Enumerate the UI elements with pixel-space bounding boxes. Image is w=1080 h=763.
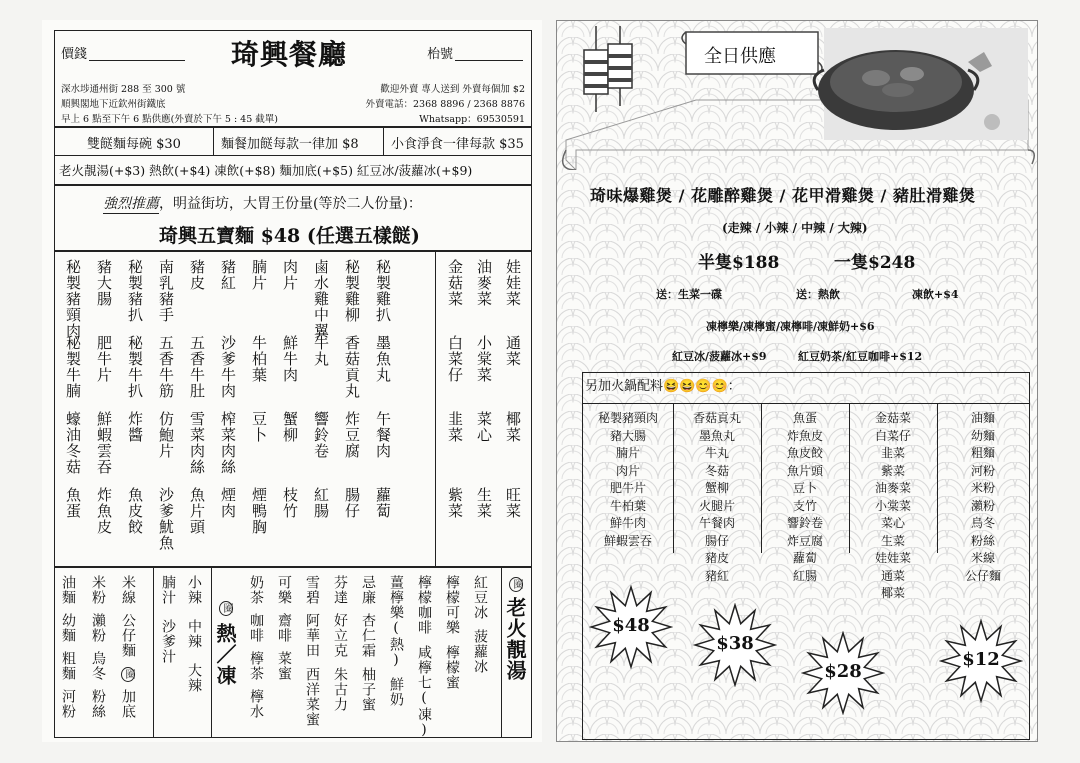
price-label: $12 — [962, 649, 1000, 670]
red-bean-drinks: 紅豆冰/菠蘿冰+$9 — [672, 350, 767, 363]
hotpot-item: 腩片 — [615, 446, 640, 460]
drink-item: 檸檬咖啡 — [416, 575, 432, 635]
hotpot-item: 午餐肉 — [698, 516, 735, 530]
hotpot-item: 肥牛片 — [609, 481, 646, 495]
promo-description: ，明益街坊，大胃王份量(等於二人份量)： — [159, 196, 422, 212]
promo-label: 強烈推薦 — [103, 193, 159, 214]
topping-item: 腸仔 — [343, 487, 361, 519]
delivery-info: 歡迎外賣 專人送到 外賣每個加 $2 — [380, 84, 525, 95]
topping-item: 紅腸 — [312, 487, 330, 519]
topping-item: 仿鮑片 — [157, 411, 175, 459]
noodle-item: 油麵 — [60, 575, 76, 605]
topping-item: 秘製雞柳 — [343, 259, 361, 323]
price-row-divider — [55, 155, 531, 156]
topping-item: 午餐肉 — [374, 411, 392, 459]
drink-item: 咸檸七(凍) — [416, 645, 432, 739]
snack-price: 小食淨食一律每款 $35 — [391, 137, 524, 152]
drink-item: 紅豆冰 — [472, 575, 488, 620]
hotpot-item: 豬大腸 — [609, 428, 646, 443]
noodle-divider — [153, 567, 154, 737]
veg-item: 小棠菜 — [475, 335, 493, 383]
topping-item: 炸醬 — [126, 411, 144, 443]
promo-text — [103, 193, 422, 214]
hotpot-item: 鮮蝦雲吞 — [603, 533, 652, 548]
hotpot-item: 豬皮 — [704, 551, 729, 565]
hotpot-title-divider — [583, 403, 1029, 404]
hotpot-item: 烏冬 — [970, 516, 995, 530]
table-label: 枱號 — [427, 47, 454, 62]
opening-hours: 早上 6 點至下午 6 點供應(外賣於下午 5 : 45 截單) — [61, 114, 278, 125]
sauce-divider — [211, 567, 212, 737]
hotpot-item: 生菜 — [880, 533, 905, 548]
hotpot-item: 秘製豬頸肉 — [597, 411, 658, 425]
hotpot-item: 香菇貢丸 — [692, 411, 741, 425]
hotpot-item: 火腿片 — [698, 498, 735, 513]
topping-item: 腩片 — [250, 259, 268, 291]
soup-title: 老火靚湯 — [503, 597, 527, 681]
hotpot-item: 米線 — [970, 551, 995, 565]
hotpot-item: 蟹柳 — [704, 481, 729, 495]
hotpot-item: 魚片頭 — [786, 463, 823, 478]
topping-item: 魚皮餃 — [126, 487, 144, 535]
cold-drinks-special: 凍檸樂/凍檸蜜/凍檸啡/凍鮮奶+$6 — [706, 320, 875, 333]
price-label: 價錢 — [61, 47, 88, 62]
drink-item: 杏仁霜 — [360, 613, 376, 658]
hotpot-item: 豬紅 — [704, 568, 729, 583]
topping-item: 肥牛片 — [95, 335, 113, 383]
topping-item: 秘製豬扒 — [126, 259, 144, 323]
topping-item: 煙鴨胸 — [250, 487, 268, 535]
topping-item: 蠔油冬菇 — [64, 411, 82, 475]
address-line: 深水埗通州街 288 至 300 號 — [61, 84, 186, 95]
hotpot-item: 蘿蔔 — [792, 551, 817, 565]
noodle-item: 米粉 — [90, 575, 106, 605]
noodle-item: 烏冬 — [90, 651, 106, 681]
topping-item: 炸豆腐 — [343, 411, 361, 459]
veg-item: 通菜 — [504, 335, 522, 367]
topping-item: 蟹柳 — [281, 411, 299, 443]
toppings-box — [54, 250, 532, 568]
veg-item: 韭菜 — [446, 411, 464, 443]
hotpot-toppings-box — [582, 372, 1030, 740]
hotpot-item: 油麵 — [970, 411, 995, 425]
hotpot-item: 白菜仔 — [874, 428, 911, 443]
price-label: $38 — [716, 633, 754, 654]
topping-item: 豆卜 — [250, 411, 268, 443]
hotpot-item: 炸魚皮 — [786, 428, 823, 443]
hotpot-item: 韭菜 — [880, 446, 905, 460]
header-box — [54, 30, 532, 128]
drink-item: 柚子蜜 — [360, 667, 376, 712]
sauce-item: 中辣 — [186, 619, 202, 649]
soup-divider — [501, 567, 502, 737]
hotpot-item: 粗麵 — [970, 446, 995, 460]
drink-item: 薑檸樂(熱) — [388, 575, 404, 669]
drink-item: 檸水 — [248, 689, 264, 719]
sauce-item: 小辣 — [186, 575, 202, 605]
hotpot-item: 瀨粉 — [970, 498, 995, 513]
drink-item: 檸茶 — [248, 651, 264, 681]
drink-item: 朱古力 — [332, 667, 348, 712]
hotpot-item: 鮮牛肉 — [609, 516, 646, 530]
topping-item: 秘製豬頸肉 — [64, 259, 82, 339]
topping-item: 五香牛肚 — [188, 335, 206, 399]
drink-item: 芬達 — [332, 575, 348, 605]
banner-art — [556, 20, 1038, 170]
hotpot-item: 牛柏葉 — [609, 498, 646, 513]
hotpot-title: 另加火鍋配料😆😆😊😊： — [585, 379, 741, 394]
extras-prices: 老火靚湯(+$3) 熱飲(+$4) 凍飲(+$8) 麵加底(+$5) 紅豆冰/菠蘿冰(+$9) — [59, 163, 473, 178]
drink-item: 菠蘿冰 — [472, 629, 488, 674]
drink-item: 奶茶 — [248, 575, 264, 605]
drink-item: 可樂 — [276, 575, 292, 605]
bottom-box — [54, 566, 532, 738]
red-bean-milk-drinks: 紅豆奶茶/紅豆咖啡+$12 — [798, 350, 923, 363]
topping-item: 枝竹 — [281, 487, 299, 519]
drink-item: 阿華田 — [304, 613, 320, 658]
topping-item: 肉片 — [281, 259, 299, 291]
veg-item: 旺菜 — [504, 487, 522, 519]
topping-item: 秘製牛腩 — [64, 335, 82, 399]
topping-item: 雪菜肉絲 — [188, 411, 206, 475]
hotpot-item: 魚蛋 — [792, 411, 817, 425]
noodle-item: 瀨粉 — [90, 613, 106, 643]
restaurant-title: 琦興餐廳 — [231, 38, 348, 71]
topping-item: 豬紅 — [219, 259, 237, 291]
hotpot-item: 炸豆腐 — [786, 533, 823, 548]
promo-deal: 琦興五寶麵 $48 (任選五樣餸) — [159, 225, 420, 247]
right-menu-page — [556, 20, 1038, 742]
drink-item: 雪碧 — [304, 575, 320, 605]
hotpot-item: 冬菇 — [704, 463, 729, 478]
hotpot-item: 紅腸 — [792, 568, 817, 583]
hotpot-item: 肉片 — [615, 463, 640, 478]
drinks-title: 熱／凍 — [213, 623, 237, 686]
topping-item: 鮮蝦雲吞 — [95, 411, 113, 475]
noodle-item: 米線 — [120, 575, 136, 605]
circle-mark: 圈 — [511, 579, 522, 590]
double-noodle-price: 雙餸麵每碗 $30 — [87, 137, 181, 152]
hotpot-item: 河粉 — [970, 463, 995, 478]
half-chicken-price: 半隻$188 — [698, 253, 780, 273]
hotpot-item: 粉絲 — [970, 533, 995, 548]
topping-item: 秘製雞扒 — [374, 259, 392, 323]
price-blank-line — [89, 60, 185, 61]
noodle-item: 加底 — [120, 689, 136, 719]
veg-item: 娃娃菜 — [504, 259, 522, 307]
drink-item: 咖啡 — [248, 613, 264, 643]
veg-item: 油麥菜 — [475, 259, 493, 307]
price-divider — [213, 127, 214, 155]
drink-item: 檸檬蜜 — [444, 645, 460, 690]
drink-item: 菜蜜 — [276, 651, 292, 681]
hotpot-item: 小棠菜 — [874, 498, 911, 513]
veg-item: 生菜 — [475, 487, 493, 519]
pot-title: 琦味爆雞煲 / 花雕醉雞煲 / 花甲滑雞煲 / 豬肚滑雞煲 — [590, 186, 976, 205]
price-box — [54, 126, 532, 186]
topping-item: 沙爹魷魚 — [157, 487, 175, 551]
topping-item: 秘製牛扒 — [126, 335, 144, 399]
free-lettuce: 送：生菜一碟 — [656, 288, 722, 301]
topping-item: 五香牛筋 — [157, 335, 175, 399]
hotpot-item: 墨魚丸 — [698, 428, 735, 443]
address-line-2: 順興閣地下近欽州街鐵底 — [61, 99, 166, 110]
hotpot-item: 腸仔 — [704, 533, 729, 548]
noodle-item: 公仔麵 — [120, 613, 136, 658]
veg-item: 椰菜 — [504, 411, 522, 443]
sauce-item: 大辣 — [186, 663, 202, 693]
hotpot-item: 豆卜 — [792, 481, 817, 495]
topping-item: 牛柏葉 — [250, 335, 268, 383]
hotpot-item: 幼麵 — [970, 428, 995, 443]
drink-item: 鮮奶 — [388, 677, 404, 707]
hotpot-item: 響鈴卷 — [786, 516, 823, 530]
topping-item: 牛丸 — [312, 335, 330, 367]
topping-item: 南乳豬手 — [157, 259, 175, 323]
drink-item: 西洋菜蜜 — [304, 667, 320, 727]
left-menu-page — [42, 20, 542, 742]
veg-item: 金菇菜 — [446, 259, 464, 307]
topping-item: 豬大腸 — [95, 259, 113, 307]
veg-item: 白菜仔 — [446, 335, 464, 383]
price-divider — [383, 127, 384, 155]
drink-item: 忌廉 — [360, 575, 376, 605]
veg-divider — [435, 251, 436, 567]
hotpot-item: 牛丸 — [704, 446, 729, 460]
free-hot-drink: 送：熱飲 — [796, 288, 840, 301]
topping-item: 豬皮 — [188, 259, 206, 291]
hotpot-item: 娃娃菜 — [874, 551, 911, 565]
topping-item: 魚蛋 — [64, 487, 82, 519]
circle-mark: 圈 — [221, 603, 232, 614]
drink-item: 好立克 — [332, 613, 348, 658]
hotpot-item: 椰菜 — [880, 586, 905, 600]
topping-item: 煙肉 — [219, 487, 237, 519]
drink-item: 齋啡 — [276, 613, 292, 643]
noodle-item: 幼麵 — [60, 613, 76, 643]
promo-box — [54, 184, 532, 252]
topping-item: 香菇貢丸 — [343, 335, 361, 399]
noodle-item: 粗麵 — [60, 651, 76, 681]
hotpot-item: 支竹 — [792, 498, 817, 513]
circle-mark: 圈 — [123, 669, 134, 680]
whatsapp-number: Whatsapp：69530591 — [419, 114, 525, 125]
veg-item: 紫菜 — [446, 487, 464, 519]
noodle-add-price: 麵餐加餸每款一律加 $8 — [221, 137, 359, 152]
price-label: $48 — [612, 615, 650, 636]
topping-item: 鹵水雞中翼 — [312, 259, 330, 339]
hotpot-item: 紫菜 — [880, 463, 905, 478]
hotpot-item: 魚皮餃 — [786, 446, 823, 460]
table-blank-line — [455, 60, 523, 61]
sauce-item: 沙爹汁 — [160, 619, 176, 664]
hotpot-item: 油麥菜 — [874, 481, 911, 495]
topping-item: 響鈴卷 — [312, 411, 330, 459]
topping-item: 魚片頭 — [188, 487, 206, 535]
topping-item: 沙爹牛肉 — [219, 335, 237, 399]
noodle-item: 粉絲 — [90, 689, 106, 719]
topping-item: 蘿蔔 — [374, 487, 392, 519]
hotpot-item: 通菜 — [880, 568, 905, 583]
cold-drink-add: 凍飲+$4 — [912, 288, 959, 301]
veg-item: 菜心 — [475, 411, 493, 443]
topping-item: 鮮牛肉 — [281, 335, 299, 383]
drink-item: 檸檬可樂 — [444, 575, 460, 635]
sauce-item: 腩汁 — [160, 575, 176, 605]
topping-item: 炸魚皮 — [95, 487, 113, 535]
all-day-banner: 全日供應 — [704, 46, 776, 67]
hotpot-item: 米粉 — [970, 481, 995, 495]
whole-chicken-price: 一隻$248 — [834, 253, 916, 273]
hotpot-item: 菜心 — [880, 516, 905, 530]
topping-item: 榨菜肉絲 — [219, 411, 237, 475]
hotpot-item: 金菇菜 — [874, 411, 911, 425]
delivery-phone: 外賣電話：2368 8896 / 2368 8876 — [365, 99, 525, 110]
price-label: $28 — [824, 661, 862, 682]
noodle-item: 河粉 — [60, 689, 76, 719]
spice-levels: (走辣 / 小辣 / 中辣 / 大辣) — [722, 221, 868, 235]
topping-item: 墨魚丸 — [374, 335, 392, 383]
hotpot-item: 公仔麵 — [964, 568, 1001, 583]
